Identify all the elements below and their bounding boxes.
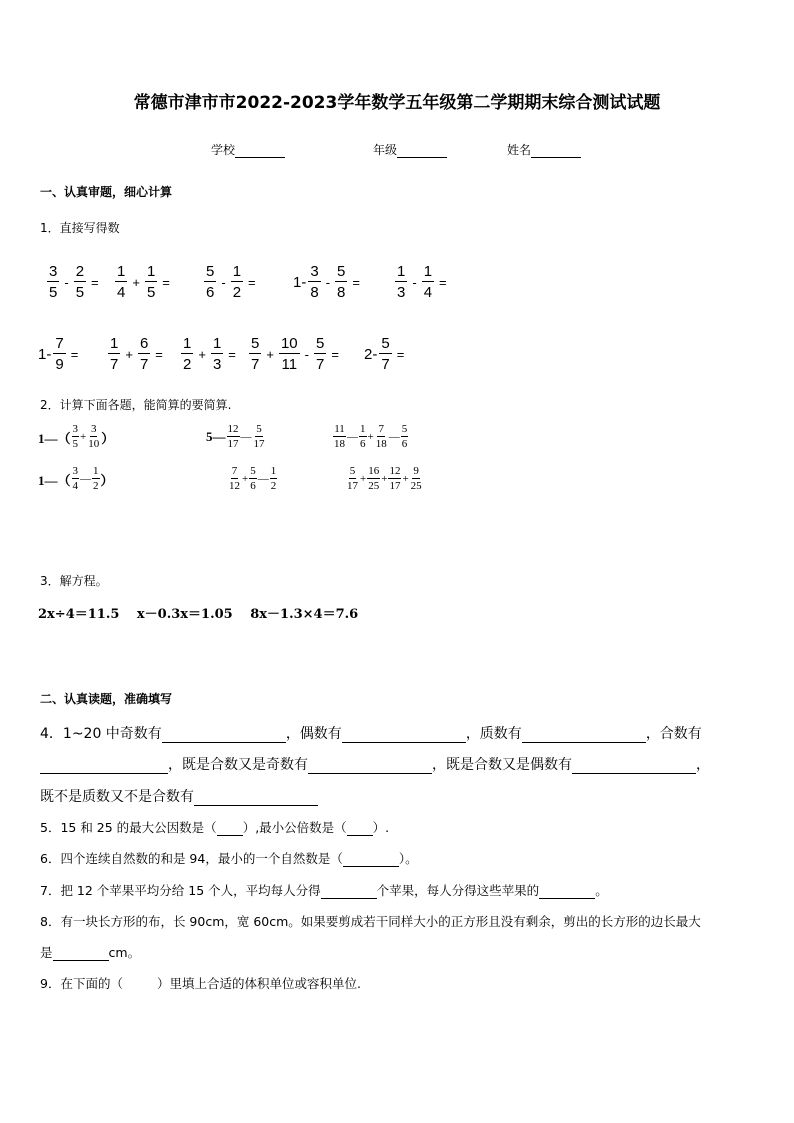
answer-blank[interactable] — [347, 823, 373, 836]
math-text: 1 — [423, 263, 433, 280]
answer-blank[interactable] — [522, 727, 646, 743]
calc-2-2 — [206, 424, 267, 450]
answer-blank[interactable] — [342, 727, 466, 743]
math-text: 1 — [397, 263, 406, 280]
math-text: - — [412, 274, 417, 290]
math-text: 5 — [337, 263, 346, 280]
math-text: 2 — [270, 480, 277, 492]
math-text: - — [64, 274, 69, 290]
fraction — [92, 466, 100, 492]
calc-2-5 — [227, 466, 278, 492]
math-text: 9 — [55, 356, 64, 373]
math-text: — — [388, 431, 400, 443]
math-text: 1- — [38, 345, 52, 363]
answer-blank[interactable] — [343, 854, 399, 867]
calc-1-3 — [202, 264, 259, 300]
math-text: - — [325, 274, 331, 290]
name-blank[interactable] — [531, 145, 581, 158]
math-text: 25 — [410, 480, 422, 492]
math-text: 个苹果，每人分得这些苹果的 — [376, 883, 540, 898]
fraction — [211, 336, 223, 372]
question-4-line-1 — [40, 723, 702, 743]
math-text: 5 — [75, 284, 85, 301]
calc-1-8 — [179, 336, 239, 372]
fraction — [72, 424, 80, 450]
fraction — [138, 336, 150, 372]
math-text: 7 — [139, 356, 149, 373]
math-text: 11 — [281, 356, 298, 373]
math-text: + — [80, 431, 87, 443]
math-text: 12 — [389, 465, 401, 477]
math-text: 8 — [310, 284, 319, 301]
math-text: 既不是质数又不是合数有 — [40, 789, 194, 805]
math-text: 5．15 和 25 的最大公因数是（ — [40, 820, 217, 835]
calc-2-3 — [332, 424, 409, 450]
math-text: 4 — [423, 284, 433, 301]
fraction — [270, 466, 278, 492]
fraction — [228, 466, 241, 492]
math-text: 1 — [146, 263, 156, 280]
math-text: — — [80, 473, 92, 485]
fraction — [145, 264, 157, 300]
math-text: 4 — [117, 284, 126, 301]
fraction — [359, 424, 367, 450]
math-text: + — [198, 346, 206, 362]
math-text: ）里填上合适的体积单位或容积单位. — [156, 976, 361, 991]
calc-2-6 — [345, 466, 424, 492]
math-text: 9．在下面的（ — [40, 976, 123, 991]
math-text: 5 — [206, 263, 215, 280]
calc-1-4 — [293, 264, 363, 300]
calc-1-2 — [113, 264, 173, 300]
math-text: 是 — [40, 945, 53, 960]
math-text: 1 — [212, 335, 222, 352]
fraction — [181, 336, 193, 372]
calc-2-4 — [38, 466, 114, 492]
question-9 — [40, 974, 361, 992]
calc-1-1 — [45, 264, 102, 300]
math-text: = — [155, 346, 163, 362]
question-4-line-2 — [40, 754, 710, 774]
math-text: 3 — [49, 263, 58, 280]
fraction — [87, 424, 100, 450]
math-text: 5 — [72, 438, 79, 450]
math-text: + — [360, 473, 367, 485]
grade-field — [373, 141, 447, 158]
fraction — [335, 264, 347, 300]
calc-1-6 — [38, 336, 81, 372]
fraction — [74, 264, 86, 300]
math-text: 2 — [183, 356, 192, 373]
answer-blank[interactable] — [194, 790, 318, 806]
math-text: 5 — [250, 465, 256, 477]
math-text: 25 — [368, 480, 380, 492]
math-text: — — [240, 431, 252, 443]
math-text: 3 — [90, 423, 97, 435]
math-text: 2 — [93, 480, 99, 492]
question-8-line-1 — [40, 912, 701, 930]
fraction — [249, 336, 261, 372]
math-text: 11 — [334, 423, 345, 435]
math-text: ， — [696, 757, 710, 773]
math-text: 1 — [360, 423, 366, 435]
math-text: = — [248, 274, 256, 290]
answer-blank[interactable] — [572, 758, 696, 774]
math-text: 3 — [397, 284, 406, 301]
math-text: 6 — [360, 438, 366, 450]
fraction — [308, 264, 320, 300]
fraction — [253, 424, 266, 450]
math-text: 2 — [75, 263, 85, 280]
math-text: 1 — [183, 335, 192, 352]
fraction — [401, 424, 409, 450]
fraction — [53, 336, 65, 372]
question-3-label: 3．解方程。 — [40, 574, 108, 588]
math-text: 8 — [337, 284, 346, 301]
math-text: = — [91, 274, 99, 290]
math-text: 10 — [88, 438, 100, 450]
math-text: 12 — [227, 423, 239, 435]
math-text: 18 — [375, 438, 387, 450]
math-text: + — [266, 346, 274, 362]
question-2-label: 2．计算下面各题，能简算的要简算. — [40, 398, 232, 412]
math-text: ）,最小公倍数是（ — [242, 820, 347, 835]
fraction — [249, 466, 257, 492]
calc-1-10 — [364, 336, 407, 372]
math-text: 6 — [401, 438, 408, 450]
section-heading-2: 二、认真读题，准确填写 — [40, 692, 173, 706]
math-text: = — [162, 274, 170, 290]
fraction — [333, 424, 346, 450]
fraction — [231, 264, 243, 300]
math-text: 1- — [293, 273, 307, 291]
grade-label: 年级 — [373, 143, 398, 157]
calc-1-7 — [106, 336, 166, 372]
fraction — [279, 336, 300, 372]
page-title: 常德市津市市2022-2023学年数学五年级第二学期期末综合测试试题 — [133, 93, 661, 113]
math-text: = — [439, 274, 447, 290]
math-text: — — [257, 473, 269, 485]
math-text: 12 — [229, 480, 240, 492]
math-text: 9 — [413, 465, 419, 477]
math-text: 3 — [310, 263, 319, 280]
math-text: = — [396, 346, 405, 362]
math-text: cm。 — [108, 945, 141, 960]
math-text: 1 — [110, 335, 119, 352]
math-text: 5 — [49, 284, 58, 301]
math-text: — — [347, 431, 358, 443]
math-text: ，质数有 — [465, 726, 522, 742]
math-text: 1 — [93, 465, 99, 477]
math-text: 7 — [381, 356, 390, 373]
math-text: ，偶数有 — [285, 726, 342, 742]
question-7 — [40, 881, 608, 899]
math-text: 16 — [368, 465, 380, 477]
answer-blank[interactable] — [321, 886, 377, 899]
math-text: 6 — [206, 284, 215, 301]
math-text: 17 — [227, 438, 239, 450]
answer-blank[interactable] — [308, 758, 432, 774]
math-text: = — [352, 274, 360, 290]
calc-1-5 — [393, 264, 450, 300]
math-text: 17 — [389, 480, 401, 492]
math-text: 1—（ — [38, 430, 71, 446]
fraction — [227, 424, 240, 450]
fraction — [388, 466, 401, 492]
answer-blank[interactable] — [539, 886, 595, 899]
math-text: + — [132, 274, 140, 290]
math-text: 7．把 12 个苹果平均分给 15 个人，平均每人分得 — [40, 883, 321, 898]
math-text: ，合数有 — [645, 726, 702, 742]
math-text: ） — [100, 472, 114, 488]
fraction — [115, 264, 127, 300]
fraction — [204, 264, 216, 300]
math-text: 5 — [381, 335, 390, 352]
math-text: 6 — [139, 335, 149, 352]
math-text: 5 — [401, 423, 408, 435]
math-text: 5— — [206, 429, 226, 444]
math-text: = — [331, 346, 339, 362]
math-text: 6．四个连续自然数的和是 94，最小的一个自然数是（ — [40, 851, 343, 866]
school-field — [211, 141, 285, 158]
answer-blank[interactable] — [217, 823, 243, 836]
math-text: 1 — [117, 263, 126, 280]
fraction — [395, 264, 407, 300]
question-6 — [40, 849, 418, 867]
math-text: 。 — [595, 883, 608, 898]
math-text: ，既是合数又是奇数有 — [168, 757, 308, 773]
math-text: 7 — [378, 423, 384, 435]
fraction — [410, 466, 423, 492]
math-text: ） — [101, 430, 115, 446]
math-text: ）。 — [398, 851, 418, 866]
math-text: - — [304, 346, 309, 362]
math-text: 6 — [250, 480, 256, 492]
math-text: 4 — [72, 480, 79, 492]
math-text: 7 — [55, 335, 64, 352]
name-label: 姓名 — [507, 143, 532, 157]
math-text: + — [381, 473, 388, 485]
grade-blank[interactable] — [397, 145, 447, 158]
fraction — [346, 466, 359, 492]
math-text: 1—（ — [38, 472, 71, 488]
fraction — [108, 336, 120, 372]
math-text: 5 — [251, 335, 260, 352]
fraction — [72, 466, 80, 492]
math-text: + — [125, 346, 133, 362]
section-heading-1: 一、认真审题，细心计算 — [40, 185, 173, 199]
fraction — [422, 264, 434, 300]
math-text: 5 — [146, 284, 156, 301]
fraction — [47, 264, 59, 300]
math-text: + — [367, 431, 374, 443]
answer-blank[interactable] — [40, 758, 168, 774]
calc-1-9 — [247, 336, 342, 372]
math-text: ）. — [372, 820, 390, 835]
fraction — [314, 336, 326, 372]
question-4-line-3 — [40, 786, 318, 806]
fraction — [379, 336, 391, 372]
question-3-equations: 2x÷4＝11.5 x－0.3x＝1.05 8x－1.3×4＝7.6 — [38, 607, 359, 622]
fraction — [375, 424, 388, 450]
math-text: 5 — [256, 423, 262, 435]
math-text: - — [221, 274, 226, 290]
math-text: 5 — [315, 335, 325, 352]
math-text: 7 — [231, 465, 238, 477]
fraction — [367, 466, 380, 492]
math-text: 10 — [280, 335, 298, 352]
math-text: 17 — [347, 480, 358, 492]
math-text: + — [242, 473, 249, 485]
math-text: 7 — [110, 356, 119, 373]
math-text: 5 — [349, 465, 356, 477]
question-5 — [40, 818, 389, 836]
question-8-line-2 — [40, 943, 140, 961]
math-text: = — [70, 346, 79, 362]
math-text: = — [228, 346, 236, 362]
math-text: ，既是合数又是偶数有 — [432, 757, 572, 773]
math-text: 2 — [232, 284, 242, 301]
answer-blank[interactable] — [53, 948, 109, 961]
math-text: 1 — [232, 263, 242, 280]
math-text: 7 — [251, 356, 260, 373]
math-text: + — [402, 473, 409, 485]
math-text: 7 — [315, 356, 325, 373]
math-text: 1 — [270, 465, 277, 477]
school-label: 学校 — [211, 143, 236, 157]
answer-blank[interactable] — [162, 727, 286, 743]
school-blank[interactable] — [235, 145, 285, 158]
math-text: 17 — [253, 438, 265, 450]
math-text: 3 — [72, 465, 79, 477]
math-text: 3 — [72, 423, 79, 435]
calc-2-1 — [38, 424, 114, 450]
math-text: 18 — [334, 438, 345, 450]
math-text: 2- — [364, 345, 378, 363]
math-text: 8．有一块长方形的布，长 90cm，宽 60cm。如果要剪成若干同样大小的正方形且没有剩余，剪出的长方形的边长最大 — [40, 914, 701, 929]
question-1-label: 1．直接写得数 — [40, 221, 120, 235]
name-field — [507, 141, 581, 158]
math-text: 4．1~20 中奇数有 — [40, 726, 162, 742]
math-text: 3 — [212, 356, 222, 373]
